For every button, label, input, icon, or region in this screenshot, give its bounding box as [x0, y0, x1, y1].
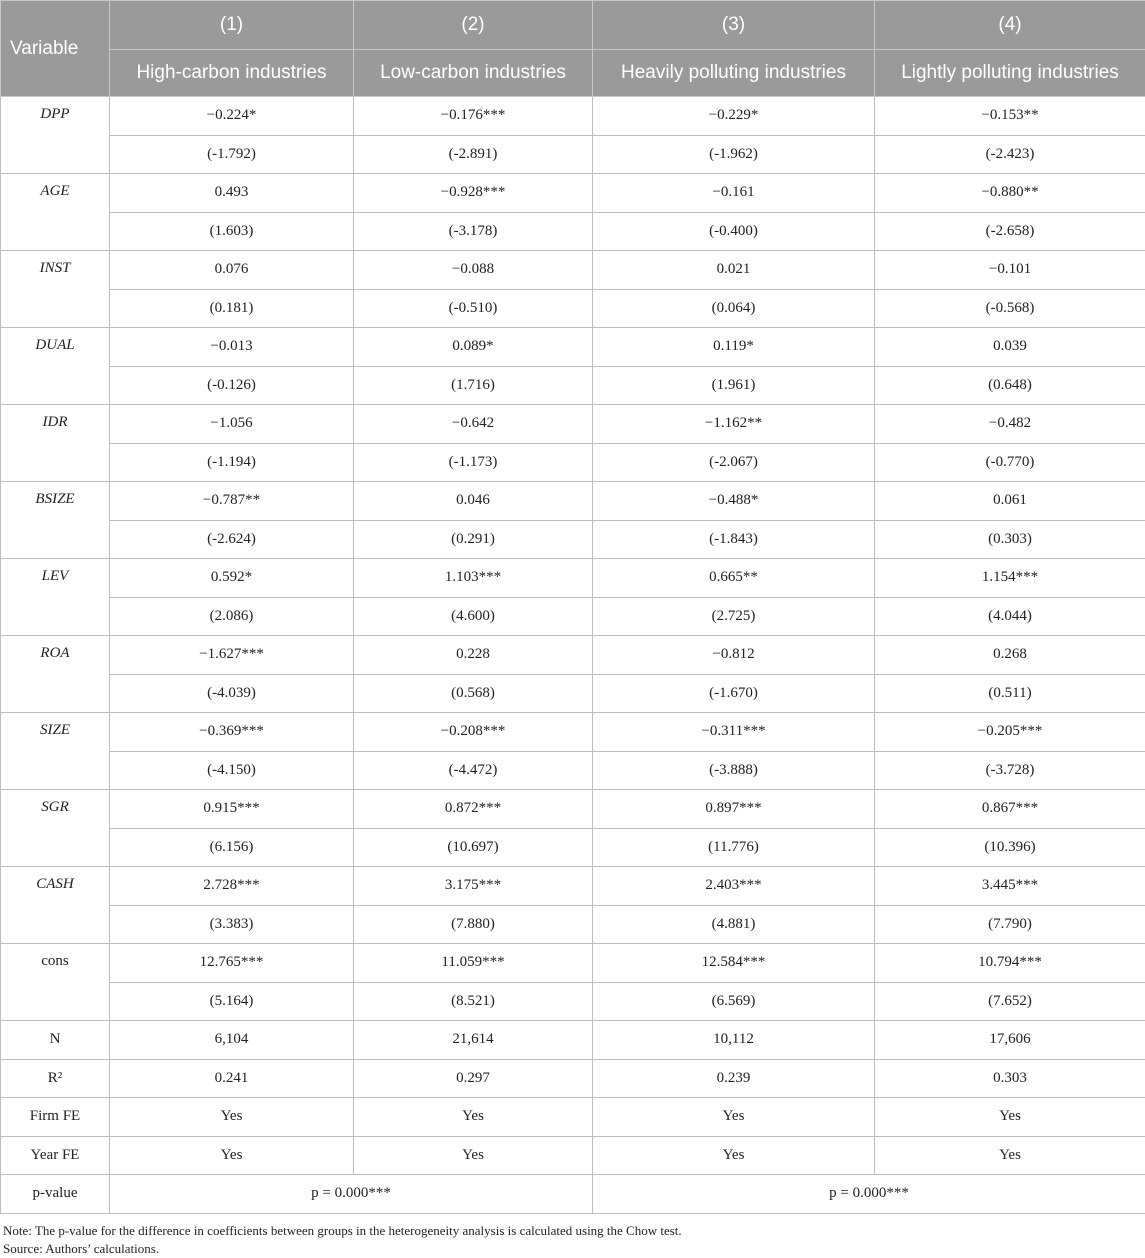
t-stat-cell: (-0.510) — [354, 289, 593, 328]
table-row — [1, 1136, 1145, 1175]
coefficient-cell: 10.794*** — [875, 944, 1145, 983]
table-row — [1, 597, 1145, 636]
table-row — [1, 674, 1145, 713]
table-row — [1, 751, 1145, 790]
coefficient-cell: 0.039 — [875, 328, 1145, 367]
stat-value: 0.297 — [354, 1059, 593, 1098]
t-stat-cell: (6.156) — [110, 828, 354, 867]
coefficient-cell: 0.592* — [110, 559, 354, 598]
stat-label: N — [1, 1021, 110, 1060]
stat-value: Yes — [875, 1098, 1145, 1137]
table-row — [1, 790, 1145, 829]
coefficient-cell: −1.056 — [110, 405, 354, 444]
variable-name: BSIZE — [1, 482, 110, 559]
coefficient-cell: 0.915*** — [110, 790, 354, 829]
t-stat-cell: (-1.173) — [354, 443, 593, 482]
table-row — [1, 559, 1145, 598]
t-stat-cell: (2.086) — [110, 597, 354, 636]
variable-name: SIZE — [1, 713, 110, 790]
column-name: Heavily polluting industries — [593, 50, 875, 97]
t-stat-cell: (-2.067) — [593, 443, 875, 482]
variable-name: CASH — [1, 867, 110, 944]
stat-value: Yes — [110, 1098, 354, 1137]
coefficient-cell: −0.161 — [593, 174, 875, 213]
pvalue-label: p-value — [1, 1175, 110, 1214]
column-number: (1) — [110, 1, 354, 50]
t-stat-cell: (-2.423) — [875, 135, 1145, 174]
column-number: (2) — [354, 1, 593, 50]
table-row — [1, 828, 1145, 867]
t-stat-cell: (-2.658) — [875, 212, 1145, 251]
t-stat-cell: (-0.400) — [593, 212, 875, 251]
stat-label: R² — [1, 1059, 110, 1098]
stat-value: 21,614 — [354, 1021, 593, 1060]
coefficient-cell: 2.728*** — [110, 867, 354, 906]
t-stat-cell: (2.725) — [593, 597, 875, 636]
header-row-names — [1, 50, 1145, 97]
stat-value: 0.239 — [593, 1059, 875, 1098]
variable-header: Variable — [1, 1, 110, 97]
t-stat-cell: (-1.194) — [110, 443, 354, 482]
stat-value: Yes — [110, 1136, 354, 1175]
variable-name: SGR — [1, 790, 110, 867]
t-stat-cell: (-4.039) — [110, 674, 354, 713]
table-row — [1, 713, 1145, 752]
coefficient-cell: 1.103*** — [354, 559, 593, 598]
coefficient-cell: −0.101 — [875, 251, 1145, 290]
coefficient-cell: 0.268 — [875, 636, 1145, 675]
table-row — [1, 482, 1145, 521]
t-stat-cell: (0.181) — [110, 289, 354, 328]
t-stat-cell: (1.603) — [110, 212, 354, 251]
t-stat-cell: (-0.568) — [875, 289, 1145, 328]
stat-value: Yes — [875, 1136, 1145, 1175]
t-stat-cell: (-1.792) — [110, 135, 354, 174]
coefficient-cell: −0.812 — [593, 636, 875, 675]
column-number: (4) — [875, 1, 1145, 50]
coefficient-cell: 0.089* — [354, 328, 593, 367]
coefficient-cell: 0.867*** — [875, 790, 1145, 829]
table-row — [1, 1021, 1145, 1060]
variable-name: DUAL — [1, 328, 110, 405]
coefficient-cell: −1.162** — [593, 405, 875, 444]
t-stat-cell: (0.291) — [354, 520, 593, 559]
t-stat-cell: (1.716) — [354, 366, 593, 405]
t-stat-cell: (-2.624) — [110, 520, 354, 559]
t-stat-cell: (0.648) — [875, 366, 1145, 405]
table-row — [1, 944, 1145, 983]
coefficient-cell: 0.021 — [593, 251, 875, 290]
coefficient-cell: 2.403*** — [593, 867, 875, 906]
t-stat-cell: (10.396) — [875, 828, 1145, 867]
coefficient-cell: 3.445*** — [875, 867, 1145, 906]
coefficient-cell: −0.205*** — [875, 713, 1145, 752]
t-stat-cell: (-4.150) — [110, 751, 354, 790]
stat-value: 0.241 — [110, 1059, 354, 1098]
coefficient-cell: −0.224* — [110, 97, 354, 136]
stat-value: Yes — [593, 1136, 875, 1175]
t-stat-cell: (0.064) — [593, 289, 875, 328]
table-row — [1, 405, 1145, 444]
t-stat-cell: (-1.843) — [593, 520, 875, 559]
t-stat-cell: (4.881) — [593, 905, 875, 944]
stat-value: 6,104 — [110, 1021, 354, 1060]
table-row — [1, 251, 1145, 290]
coefficient-cell: −0.088 — [354, 251, 593, 290]
table-row — [1, 135, 1145, 174]
variable-name: INST — [1, 251, 110, 328]
table-row — [1, 520, 1145, 559]
stat-label: Firm FE — [1, 1098, 110, 1137]
t-stat-cell: (0.303) — [875, 520, 1145, 559]
table-row — [1, 328, 1145, 367]
t-stat-cell: (10.697) — [354, 828, 593, 867]
table-row — [1, 212, 1145, 251]
t-stat-cell: (1.961) — [593, 366, 875, 405]
t-stat-cell: (11.776) — [593, 828, 875, 867]
coefficient-cell: 0.119* — [593, 328, 875, 367]
coefficient-cell: 1.154*** — [875, 559, 1145, 598]
coefficient-cell: −0.488* — [593, 482, 875, 521]
coefficient-cell: 0.046 — [354, 482, 593, 521]
coefficient-cell: −0.482 — [875, 405, 1145, 444]
variable-name: cons — [1, 944, 110, 1021]
coefficient-cell: −0.013 — [110, 328, 354, 367]
coefficient-cell: 0.493 — [110, 174, 354, 213]
coefficient-cell: 0.872*** — [354, 790, 593, 829]
t-stat-cell: (-4.472) — [354, 751, 593, 790]
table-row — [1, 366, 1145, 405]
table-notes — [3, 1222, 682, 1258]
t-stat-cell: (-3.888) — [593, 751, 875, 790]
t-stat-cell: (-2.891) — [354, 135, 593, 174]
coefficient-cell: −0.208*** — [354, 713, 593, 752]
t-stat-cell: (-3.178) — [354, 212, 593, 251]
table-row — [1, 289, 1145, 328]
t-stat-cell: (-0.770) — [875, 443, 1145, 482]
header-row-numbers — [1, 1, 1145, 50]
coefficient-cell: −0.176*** — [354, 97, 593, 136]
variable-name: LEV — [1, 559, 110, 636]
coefficient-cell: 0.897*** — [593, 790, 875, 829]
table-row — [1, 97, 1145, 136]
table-row — [1, 636, 1145, 675]
coefficient-cell: 0.061 — [875, 482, 1145, 521]
table-row — [1, 982, 1145, 1021]
coefficient-cell: 11.059*** — [354, 944, 593, 983]
coefficient-cell: 0.076 — [110, 251, 354, 290]
coefficient-cell: −0.153** — [875, 97, 1145, 136]
stat-value: Yes — [593, 1098, 875, 1137]
table-row — [1, 1175, 1145, 1214]
stat-value: Yes — [354, 1098, 593, 1137]
t-stat-cell: (5.164) — [110, 982, 354, 1021]
pvalue-group1: p = 0.000*** — [110, 1175, 593, 1214]
coefficient-cell: −0.928*** — [354, 174, 593, 213]
t-stat-cell: (4.044) — [875, 597, 1145, 636]
stat-value: 0.303 — [875, 1059, 1145, 1098]
stat-value: 10,112 — [593, 1021, 875, 1060]
table-row — [1, 174, 1145, 213]
table-row — [1, 443, 1145, 482]
variable-name: DPP — [1, 97, 110, 174]
coefficient-cell: −1.627*** — [110, 636, 354, 675]
t-stat-cell: (4.600) — [354, 597, 593, 636]
stat-value: Yes — [354, 1136, 593, 1175]
source-text: Source: Authors’ calculations. — [3, 1240, 682, 1258]
t-stat-cell: (-0.126) — [110, 366, 354, 405]
coefficient-cell: −0.229* — [593, 97, 875, 136]
coefficient-cell: 0.228 — [354, 636, 593, 675]
coefficient-cell: 3.175*** — [354, 867, 593, 906]
t-stat-cell: (7.790) — [875, 905, 1145, 944]
t-stat-cell: (7.880) — [354, 905, 593, 944]
stat-label: Year FE — [1, 1136, 110, 1175]
column-name: Low-carbon industries — [354, 50, 593, 97]
coefficient-cell: −0.369*** — [110, 713, 354, 752]
column-number: (3) — [593, 1, 875, 50]
note-text: Note: The p-value for the difference in coefficients between groups in the heterogeneity analysis is calculated using the Chow test. — [3, 1222, 682, 1240]
t-stat-cell: (3.383) — [110, 905, 354, 944]
t-stat-cell: (-3.728) — [875, 751, 1145, 790]
t-stat-cell: (-1.962) — [593, 135, 875, 174]
stat-value: 17,606 — [875, 1021, 1145, 1060]
coefficient-cell: −0.642 — [354, 405, 593, 444]
t-stat-cell: (0.511) — [875, 674, 1145, 713]
table-row — [1, 867, 1145, 906]
table-row — [1, 1059, 1145, 1098]
t-stat-cell: (6.569) — [593, 982, 875, 1021]
t-stat-cell: (-1.670) — [593, 674, 875, 713]
table-row — [1, 905, 1145, 944]
t-stat-cell: (7.652) — [875, 982, 1145, 1021]
coefficient-cell: 0.665** — [593, 559, 875, 598]
pvalue-group2: p = 0.000*** — [593, 1175, 1145, 1214]
table-body — [1, 97, 1145, 1214]
t-stat-cell: (0.568) — [354, 674, 593, 713]
coefficient-cell: 12.584*** — [593, 944, 875, 983]
coefficient-cell: −0.880** — [875, 174, 1145, 213]
coefficient-cell: 12.765*** — [110, 944, 354, 983]
table-header — [1, 1, 1145, 97]
coefficient-cell: −0.311*** — [593, 713, 875, 752]
t-stat-cell: (8.521) — [354, 982, 593, 1021]
column-name: High-carbon industries — [110, 50, 354, 97]
variable-name: IDR — [1, 405, 110, 482]
variable-name: AGE — [1, 174, 110, 251]
coefficient-cell: −0.787** — [110, 482, 354, 521]
table-row — [1, 1098, 1145, 1137]
variable-name: ROA — [1, 636, 110, 713]
column-name: Lightly polluting industries — [875, 50, 1145, 97]
